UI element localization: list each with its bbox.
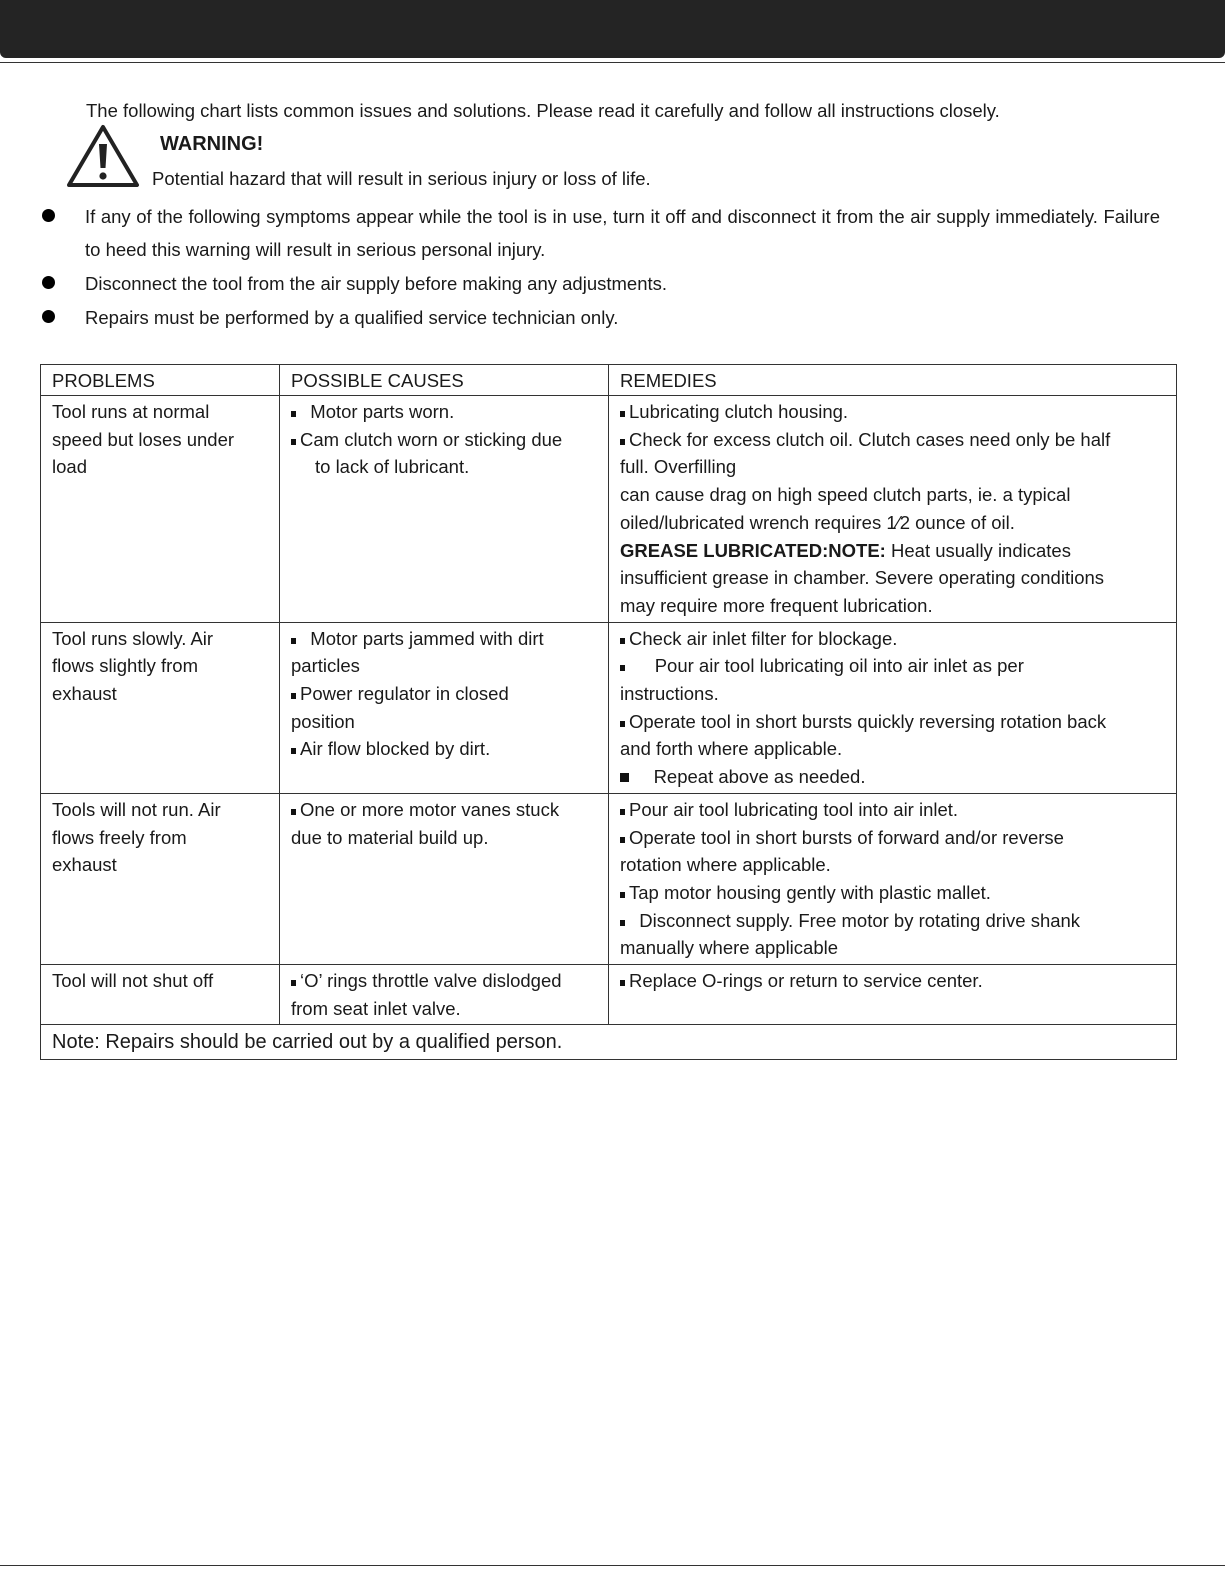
table-row [41, 396, 1177, 623]
bullet-square-icon [620, 411, 625, 417]
bullet-square-icon [291, 809, 296, 815]
bullet-square-icon [620, 721, 625, 727]
bullet-dot-icon [42, 310, 55, 323]
bullet-square-icon [620, 892, 625, 898]
header-bar [0, 0, 1225, 58]
table-row [41, 793, 1177, 964]
causes-cell: ‘O’ rings throttle valve dislodged from seat inlet valve. [280, 965, 609, 1025]
list-item: If any of the following symptoms appear while the tool is in use, turn it off and disconnect it from the air supply immediately. Failure to heed this warning will result in serious personal injury. [40, 200, 1160, 266]
troubleshooting-table [40, 364, 1177, 1060]
bullet-square-icon [620, 837, 625, 843]
column-header-causes: POSSIBLE CAUSES [280, 365, 609, 396]
causes-cell: Motor parts jammed with dirt particles Power regulator in closed position Air flow blocked by dirt. [280, 622, 609, 793]
header-rule [0, 62, 1225, 63]
bullet-square-icon [620, 439, 625, 445]
warning-text: Potential hazard that will result in serious injury or loss of life. [152, 168, 651, 189]
bullet-square-icon [620, 920, 625, 926]
bullet-square-icon [291, 748, 296, 754]
bullet-square-icon [620, 665, 625, 671]
footer-rule [0, 1565, 1225, 1566]
warning-title: WARNING! [160, 133, 264, 155]
bullet-square-icon [291, 638, 296, 644]
causes-cell: Motor parts worn. Cam clutch worn or sticking due to lack of lubricant. [280, 396, 609, 623]
bullet-square-icon [291, 693, 296, 699]
bullet-square-icon [620, 809, 625, 815]
warning-triangle-icon [66, 124, 140, 188]
problem-cell: Tool runs at normal speed but loses under load [41, 396, 280, 623]
bullet-square-icon [620, 980, 625, 986]
bullet-dot-icon [42, 276, 55, 289]
intro-text: The following chart lists common issues and solutions. Please read it carefully and follow all instructions closely. [86, 100, 1000, 121]
bullet-dot-icon [42, 209, 55, 222]
table-note: Note: Repairs should be carried out by a qualified person. [41, 1025, 1177, 1060]
bullet-square-icon [620, 773, 629, 782]
remedies-cell: Lubricating clutch housing. Check for excess clutch oil. Clutch cases need only be half full. Overfilling can cause drag on high speed clutch parts, ie. a typical oiled/lubricated wrench requires 1⁄2 ounce of oil. GREASE LUBRICATED:NOTE: Heat usually indicates insufficient grease in chamber. Severe operating conditions may require more frequent lubrication. [609, 396, 1177, 623]
list-item: Disconnect the tool from the air supply before making any adjustments. [40, 267, 1160, 300]
bullet-square-icon [291, 980, 296, 986]
table-row [41, 965, 1177, 1025]
table-row [41, 622, 1177, 793]
causes-cell: One or more motor vanes stuck due to material build up. [280, 793, 609, 964]
column-header-problems: PROBLEMS [41, 365, 280, 396]
bullet-square-icon [291, 411, 296, 417]
problem-cell: Tool runs slowly. Air flows slightly from exhaust [41, 622, 280, 793]
list-item: Repairs must be performed by a qualified service technician only. [40, 301, 1160, 334]
remedies-cell: Pour air tool lubricating tool into air inlet. Operate tool in short bursts of forward and/or reverse rotation where applicable. Tap motor housing gently with plastic mallet. Disconnect supply. Free motor by rotating drive shank manually where applicable [609, 793, 1177, 964]
remedies-cell: Check air inlet filter for blockage. Pour air tool lubricating oil into air inlet as per instructions. Operate tool in short bursts quickly reversing rotation back and forth where applicable. Repeat above as needed. [609, 622, 1177, 793]
problem-cell: Tool will not shut off [41, 965, 280, 1025]
column-header-remedies: REMEDIES [609, 365, 1177, 396]
table-note-row [41, 1025, 1177, 1060]
safety-bullet-list [40, 200, 1160, 335]
remedies-cell: Replace O-rings or return to service center. [609, 965, 1177, 1025]
bullet-square-icon [620, 638, 625, 644]
bullet-square-icon [291, 439, 296, 445]
problem-cell: Tools will not run. Air flows freely from exhaust [41, 793, 280, 964]
table-header-row [41, 365, 1177, 396]
